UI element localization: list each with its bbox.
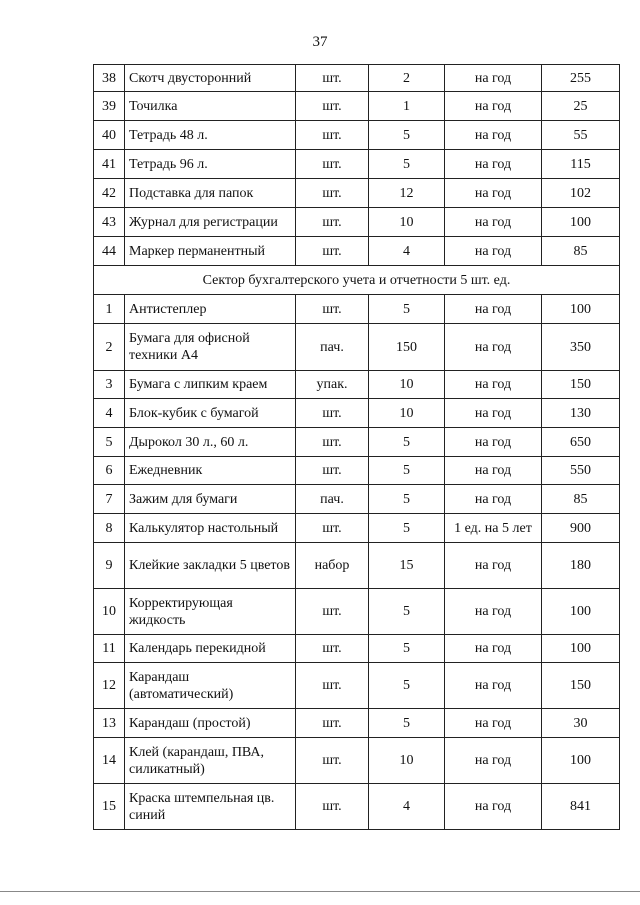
item-name-cell: Скотч двусторонний (125, 65, 296, 92)
row-number-cell: 12 (94, 663, 125, 709)
row-number-cell: 44 (94, 237, 125, 266)
table-row (94, 150, 620, 179)
item-name-cell: Клей (карандаш, ПВА, силикатный) (125, 738, 296, 784)
quantity-cell: 5 (369, 121, 445, 150)
item-name-cell: Клейкие закладки 5 цветов (125, 543, 296, 589)
quantity-cell: 5 (369, 485, 445, 514)
usage-period-cell: на год (445, 237, 542, 266)
unit-of-measure-cell: шт. (296, 121, 369, 150)
row-number-cell: 8 (94, 514, 125, 543)
unit-of-measure-cell: шт. (296, 208, 369, 237)
item-name-cell: Маркер перманентный (125, 237, 296, 266)
item-name-cell: Тетрадь 96 л. (125, 150, 296, 179)
section-title: Сектор бухгалтерского учета и отчетности 5 шт. ед. (94, 266, 620, 295)
table-row (94, 709, 620, 738)
usage-period-cell: на год (445, 428, 542, 457)
unit-of-measure-cell: шт. (296, 65, 369, 92)
row-number-cell: 40 (94, 121, 125, 150)
unit-of-measure-cell: шт. (296, 428, 369, 457)
row-number-cell: 43 (94, 208, 125, 237)
table-row (94, 543, 620, 589)
row-number-cell: 3 (94, 371, 125, 399)
quantity-cell: 150 (369, 324, 445, 371)
row-number-cell: 6 (94, 457, 125, 485)
item-name-cell: Журнал для регистрации (125, 208, 296, 237)
table-row (94, 635, 620, 663)
page-bottom-rule (0, 891, 640, 892)
item-name-cell: Карандаш (автоматический) (125, 663, 296, 709)
section-header-row (94, 266, 620, 295)
table-row (94, 295, 620, 324)
item-name-cell: Бумага для офисной техники А4 (125, 324, 296, 371)
table-row (94, 738, 620, 784)
row-number-cell: 7 (94, 485, 125, 514)
table-row (94, 121, 620, 150)
unit-of-measure-cell: шт. (296, 237, 369, 266)
table-row (94, 179, 620, 208)
usage-period-cell: на год (445, 121, 542, 150)
unit-of-measure-cell: шт. (296, 635, 369, 663)
unit-of-measure-cell: набор (296, 543, 369, 589)
usage-period-cell: на год (445, 709, 542, 738)
usage-period-cell: на год (445, 635, 542, 663)
row-number-cell: 1 (94, 295, 125, 324)
item-name-cell: Краска штемпельная цв. синий (125, 784, 296, 830)
row-number-cell: 42 (94, 179, 125, 208)
table-row (94, 514, 620, 543)
item-name-cell: Карандаш (простой) (125, 709, 296, 738)
quantity-cell: 1 (369, 92, 445, 121)
usage-period-cell: на год (445, 663, 542, 709)
price-cell: 30 (542, 709, 620, 738)
table-row (94, 589, 620, 635)
price-cell: 150 (542, 371, 620, 399)
usage-period-cell: на год (445, 399, 542, 428)
quantity-cell: 5 (369, 589, 445, 635)
quantity-cell: 10 (369, 738, 445, 784)
item-name-cell: Подставка для папок (125, 179, 296, 208)
price-cell: 150 (542, 663, 620, 709)
usage-period-cell: на год (445, 784, 542, 830)
unit-of-measure-cell: шт. (296, 399, 369, 428)
price-cell: 100 (542, 635, 620, 663)
row-number-cell: 11 (94, 635, 125, 663)
unit-of-measure-cell: шт. (296, 179, 369, 208)
quantity-cell: 10 (369, 208, 445, 237)
row-number-cell: 10 (94, 589, 125, 635)
unit-of-measure-cell: шт. (296, 663, 369, 709)
item-name-cell: Корректирующая жидкость (125, 589, 296, 635)
unit-of-measure-cell: упак. (296, 371, 369, 399)
usage-period-cell: на год (445, 485, 542, 514)
quantity-cell: 10 (369, 399, 445, 428)
price-cell: 100 (542, 295, 620, 324)
unit-of-measure-cell: шт. (296, 150, 369, 179)
row-number-cell: 13 (94, 709, 125, 738)
item-name-cell: Точилка (125, 92, 296, 121)
table-row (94, 92, 620, 121)
quantity-cell: 5 (369, 663, 445, 709)
usage-period-cell: на год (445, 371, 542, 399)
price-cell: 55 (542, 121, 620, 150)
row-number-cell: 39 (94, 92, 125, 121)
price-cell: 130 (542, 399, 620, 428)
table-row (94, 428, 620, 457)
item-name-cell: Ежедневник (125, 457, 296, 485)
usage-period-cell: на год (445, 457, 542, 485)
row-number-cell: 9 (94, 543, 125, 589)
table-row (94, 663, 620, 709)
usage-period-cell: на год (445, 179, 542, 208)
table-row (94, 208, 620, 237)
item-name-cell: Дырокол 30 л., 60 л. (125, 428, 296, 457)
table-row (94, 784, 620, 830)
item-name-cell: Календарь перекидной (125, 635, 296, 663)
price-cell: 255 (542, 65, 620, 92)
item-name-cell: Зажим для бумаги (125, 485, 296, 514)
supply-table (93, 64, 620, 830)
usage-period-cell: на год (445, 65, 542, 92)
table-row (94, 399, 620, 428)
price-cell: 85 (542, 485, 620, 514)
table-row (94, 457, 620, 485)
quantity-cell: 5 (369, 428, 445, 457)
row-number-cell: 4 (94, 399, 125, 428)
item-name-cell: Бумага с липким краем (125, 371, 296, 399)
row-number-cell: 41 (94, 150, 125, 179)
unit-of-measure-cell: шт. (296, 514, 369, 543)
quantity-cell: 5 (369, 635, 445, 663)
row-number-cell: 15 (94, 784, 125, 830)
usage-period-cell: на год (445, 208, 542, 237)
unit-of-measure-cell: шт. (296, 784, 369, 830)
table-row (94, 237, 620, 266)
page-number: 37 (312, 34, 328, 50)
price-cell: 841 (542, 784, 620, 830)
quantity-cell: 5 (369, 514, 445, 543)
quantity-cell: 10 (369, 371, 445, 399)
price-cell: 900 (542, 514, 620, 543)
usage-period-cell: на год (445, 295, 542, 324)
usage-period-cell: на год (445, 92, 542, 121)
unit-of-measure-cell: пач. (296, 324, 369, 371)
price-cell: 25 (542, 92, 620, 121)
quantity-cell: 5 (369, 709, 445, 738)
price-cell: 180 (542, 543, 620, 589)
price-cell: 350 (542, 324, 620, 371)
quantity-cell: 5 (369, 457, 445, 485)
usage-period-cell: на год (445, 543, 542, 589)
quantity-cell: 4 (369, 784, 445, 830)
price-cell: 115 (542, 150, 620, 179)
quantity-cell: 12 (369, 179, 445, 208)
item-name-cell: Блок-кубик с бумагой (125, 399, 296, 428)
usage-period-cell: на год (445, 150, 542, 179)
usage-period-cell: на год (445, 324, 542, 371)
item-name-cell: Калькулятор настольный (125, 514, 296, 543)
table-row (94, 65, 620, 92)
quantity-cell: 2 (369, 65, 445, 92)
item-name-cell: Тетрадь 48 л. (125, 121, 296, 150)
unit-of-measure-cell: шт. (296, 92, 369, 121)
row-number-cell: 2 (94, 324, 125, 371)
usage-period-cell: 1 ед. на 5 лет (445, 514, 542, 543)
item-name-cell: Антистеплер (125, 295, 296, 324)
row-number-cell: 5 (94, 428, 125, 457)
quantity-cell: 5 (369, 295, 445, 324)
price-cell: 100 (542, 738, 620, 784)
unit-of-measure-cell: шт. (296, 709, 369, 738)
unit-of-measure-cell: шт. (296, 738, 369, 784)
quantity-cell: 5 (369, 150, 445, 179)
row-number-cell: 38 (94, 65, 125, 92)
unit-of-measure-cell: шт. (296, 457, 369, 485)
unit-of-measure-cell: шт. (296, 295, 369, 324)
price-cell: 100 (542, 208, 620, 237)
quantity-cell: 4 (369, 237, 445, 266)
price-cell: 550 (542, 457, 620, 485)
usage-period-cell: на год (445, 738, 542, 784)
unit-of-measure-cell: шт. (296, 589, 369, 635)
table-row (94, 371, 620, 399)
table-row (94, 485, 620, 514)
usage-period-cell: на год (445, 589, 542, 635)
price-cell: 100 (542, 589, 620, 635)
unit-of-measure-cell: пач. (296, 485, 369, 514)
quantity-cell: 15 (369, 543, 445, 589)
price-cell: 85 (542, 237, 620, 266)
price-cell: 102 (542, 179, 620, 208)
price-cell: 650 (542, 428, 620, 457)
row-number-cell: 14 (94, 738, 125, 784)
table-row (94, 324, 620, 371)
